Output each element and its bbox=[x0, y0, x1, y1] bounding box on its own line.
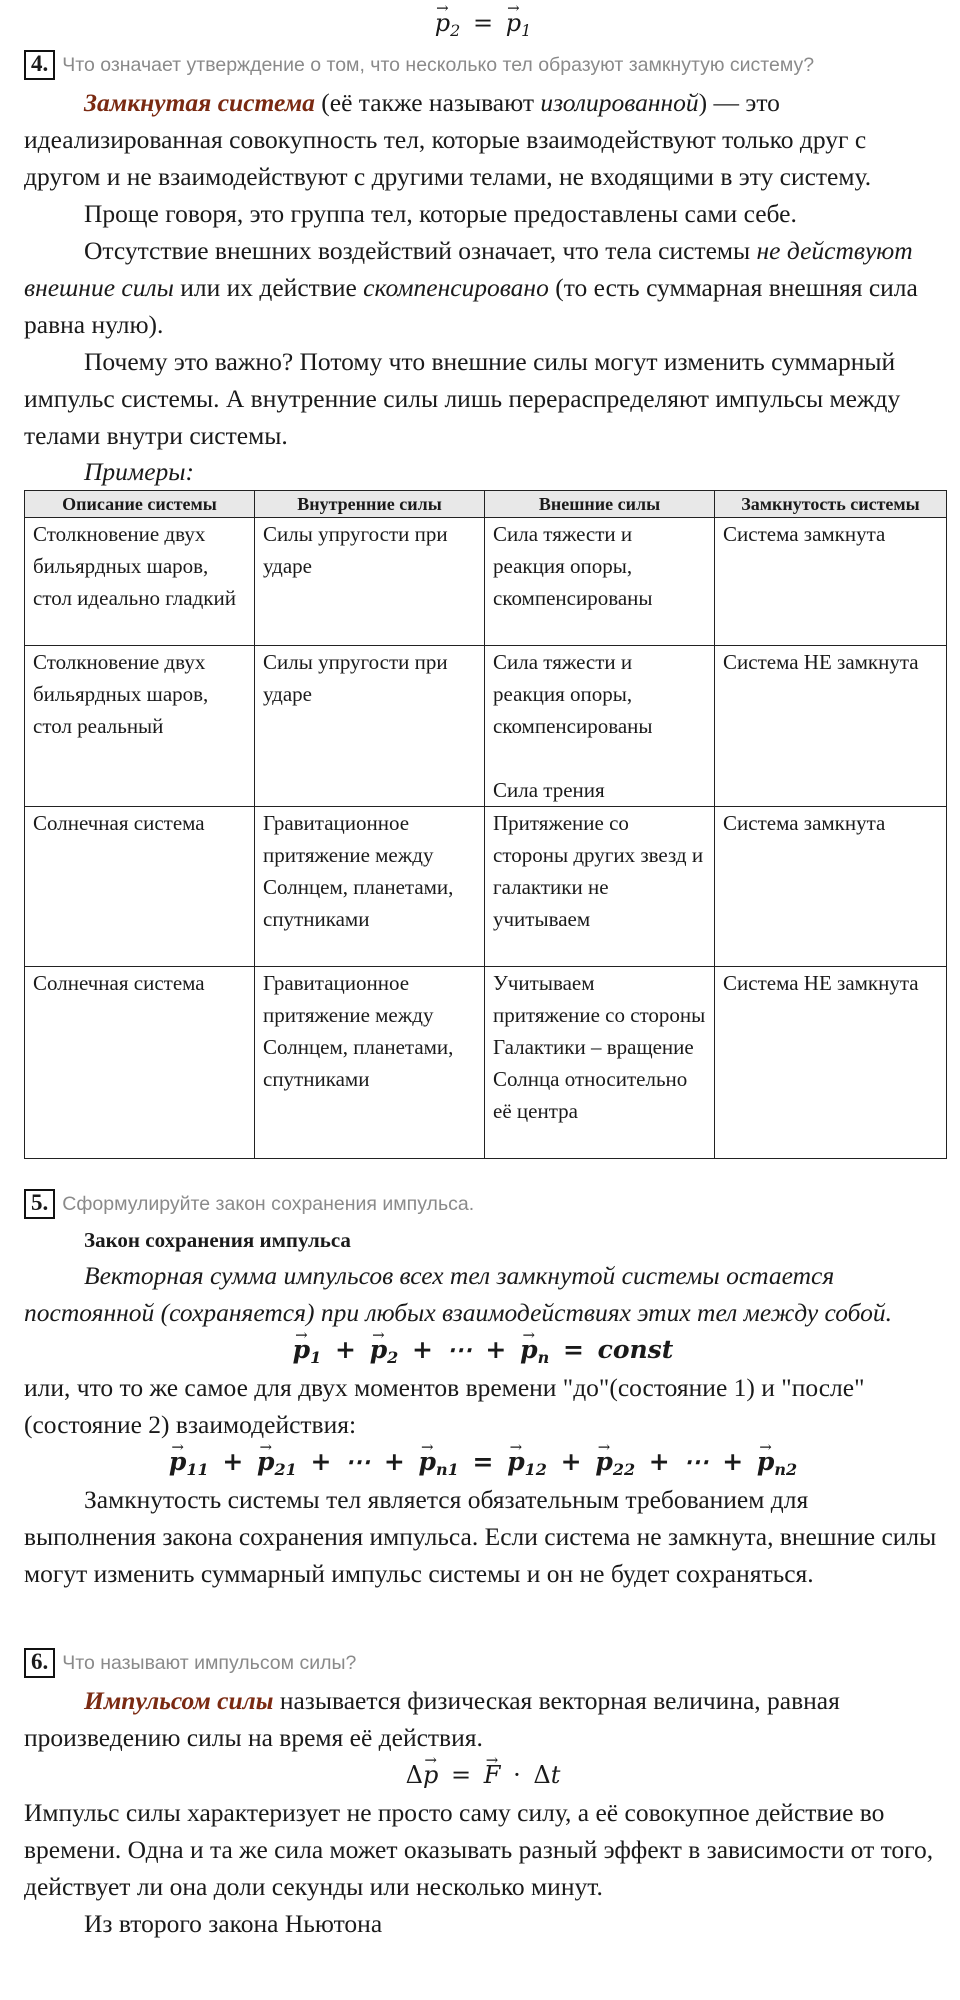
table-cell: Учитываем притяжение со стороны Галактики – вращение Солнца относительно её центра bbox=[485, 967, 715, 1159]
vector-p: → p bbox=[507, 1443, 524, 1481]
table-cell: Солнечная система bbox=[25, 967, 255, 1159]
text: Отсутствие внешних воздействий означает, что тела системы bbox=[84, 236, 757, 265]
term-impulse: Импульсом силы bbox=[84, 1686, 274, 1715]
table-cell: Система НЕ замкнута bbox=[715, 967, 947, 1159]
plus-sign: + bbox=[335, 1335, 356, 1364]
law-title: Закон сохранения импульса bbox=[84, 1228, 351, 1252]
closed-system-definition bbox=[24, 84, 942, 195]
vector-p: → p bbox=[370, 1331, 387, 1369]
question-5-header bbox=[24, 1185, 942, 1223]
vector-f: → F bbox=[484, 1756, 501, 1794]
table-cell: Притяжение со стороны других звезд и галактики не учитываем bbox=[485, 807, 715, 967]
impulse-formula bbox=[24, 1756, 942, 1794]
const-term: const bbox=[597, 1335, 674, 1364]
subscript: n bbox=[537, 1348, 550, 1367]
question-text: Что называют импульсом силы? bbox=[62, 1651, 357, 1674]
paragraph: Импульс силы характеризует не просто саму силу, а её совокупное действие во времени. Одна и та же сила может оказывать разный эффект в зависимости от того, действует ли она доли секунды или несколько минут. bbox=[24, 1798, 934, 1901]
examples-table bbox=[24, 490, 947, 1159]
table-row bbox=[25, 967, 947, 1159]
italic-text: изолированной bbox=[540, 88, 699, 117]
ellipsis: ⋯ bbox=[683, 1447, 709, 1476]
table-cell: Гравитационное притяжение между Солнцем, планетами, спутниками bbox=[255, 967, 485, 1159]
subscript: 12 bbox=[524, 1460, 547, 1479]
equals-sign: = bbox=[472, 9, 494, 37]
multiply-dot: · bbox=[513, 1761, 521, 1789]
delta-symbol: Δ bbox=[405, 1761, 423, 1789]
column-header: Описание системы bbox=[25, 491, 255, 518]
plus-sign: + bbox=[310, 1447, 332, 1476]
table-cell: Гравитационное притяжение между Солнцем, планетами, спутниками bbox=[255, 807, 485, 967]
spacer bbox=[24, 1592, 942, 1640]
vector-p: → p bbox=[169, 1443, 186, 1481]
question-4-header bbox=[24, 46, 942, 84]
table-header-row bbox=[25, 491, 947, 518]
plus-sign: + bbox=[648, 1447, 670, 1476]
equals-sign: = bbox=[472, 1447, 494, 1476]
plus-sign: + bbox=[485, 1335, 507, 1364]
subscript: n1 bbox=[436, 1460, 459, 1479]
paragraph: Из второго закона Ньютона bbox=[84, 1909, 383, 1938]
subscript: 1 bbox=[521, 21, 532, 40]
vector-p: → p bbox=[293, 1331, 310, 1369]
content bbox=[24, 4, 942, 1942]
plus-sign: + bbox=[412, 1335, 433, 1364]
table-cell: Силы упругости при ударе bbox=[255, 646, 485, 807]
table-cell: Система НЕ замкнута bbox=[715, 646, 947, 807]
question-number: 5. bbox=[24, 1189, 55, 1219]
plus-sign: + bbox=[383, 1447, 405, 1476]
table-cell: Система замкнута bbox=[715, 807, 947, 967]
conservation-formula-two-moments bbox=[24, 1443, 942, 1481]
paragraph: Замкнутость системы тел является обязательным требованием для выполнения закона сохранения импульса. Если система не замкнута, внешние силы могут изменить суммарный импульс системы и он не будет сохраняться. bbox=[24, 1485, 937, 1588]
subscript: 11 bbox=[186, 1460, 209, 1479]
text: (то есть суммарная внешняя сила равна нулю). bbox=[24, 273, 918, 339]
plus-sign: + bbox=[222, 1447, 244, 1476]
table-cell bbox=[485, 646, 715, 807]
italic-text: скомпенсировано bbox=[363, 273, 549, 302]
column-header: Замкнутость системы bbox=[715, 491, 947, 518]
subscript: 2 bbox=[450, 21, 461, 40]
subscript: 22 bbox=[612, 1460, 636, 1479]
question-number: 6. bbox=[24, 1648, 55, 1678]
ellipsis: ⋯ bbox=[345, 1447, 371, 1476]
plus-sign: + bbox=[722, 1447, 744, 1476]
vector-p: → p bbox=[595, 1443, 612, 1481]
vector-p: → p bbox=[419, 1443, 436, 1481]
paragraph bbox=[24, 232, 942, 343]
vector-p: → p bbox=[506, 4, 521, 42]
cell-text: Сила тяжести и реакция опоры, скомпенсированы bbox=[493, 650, 653, 738]
equals-sign: = bbox=[562, 1335, 584, 1364]
italic-text: не действуют внешние силы bbox=[24, 236, 913, 302]
table-cell: Система замкнута bbox=[715, 518, 947, 646]
question-text: Сформулируйте закон сохранения импульса. bbox=[62, 1192, 475, 1215]
vector-p: → p bbox=[257, 1443, 274, 1481]
plus-sign: + bbox=[560, 1447, 582, 1476]
column-header: Внутренние силы bbox=[255, 491, 485, 518]
table-row bbox=[25, 646, 947, 807]
table-cell: Столкновение двух бильярдных шаров, стол реальный bbox=[25, 646, 255, 807]
subscript: 2 bbox=[387, 1348, 399, 1367]
term-closed-system: Замкнутая система bbox=[84, 88, 315, 117]
vector-p: → p bbox=[520, 1331, 537, 1369]
conservation-formula bbox=[24, 1331, 942, 1369]
table-cell: Столкновение двух бильярдных шаров, стол идеально гладкий bbox=[25, 518, 255, 646]
variable-t: t bbox=[550, 1761, 561, 1789]
text: или их действие bbox=[173, 273, 364, 302]
subscript: 21 bbox=[274, 1460, 297, 1479]
paragraph: Почему это важно? Потому что внешние силы могут изменить суммарный импульс системы. А внутренние силы лишь перераспределяют импульсы между телами внутри системы. bbox=[24, 347, 901, 450]
table-cell: Силы упругости при ударе bbox=[255, 518, 485, 646]
ellipsis: ⋯ bbox=[446, 1335, 472, 1364]
text: ) — это идеализированная совокупность тел, которые взаимодействуют только друг с другом и не взаимодействуют с другими телами, не входящими в эту систему. bbox=[24, 88, 872, 191]
question-6-header bbox=[24, 1644, 942, 1682]
equals-sign: = bbox=[451, 1761, 472, 1789]
delta-symbol: Δ bbox=[533, 1761, 551, 1789]
table-row bbox=[25, 518, 947, 646]
question-number: 4. bbox=[24, 50, 55, 80]
law-statement: Векторная сумма импульсов всех тел замкнутой системы остается постоянной (сохраняется) при любых взаимодействиях этих тел между собой. bbox=[24, 1261, 893, 1327]
table-row bbox=[25, 807, 947, 967]
subscript: n2 bbox=[774, 1460, 798, 1479]
momentum-equality-formula bbox=[24, 4, 942, 42]
examples-label: Примеры: bbox=[84, 457, 195, 486]
table-cell: Сила тяжести и реакция опоры, скомпенсированы bbox=[485, 518, 715, 646]
paragraph: Проще говоря, это группа тел, которые предоставлены сами себе. bbox=[84, 199, 797, 228]
table-cell: Солнечная система bbox=[25, 807, 255, 967]
paragraph: или, что то же самое для двух моментов времени "до"(состояние 1) и "после"(состояние 2) взаимодействия: bbox=[24, 1373, 865, 1439]
column-header: Внешние силы bbox=[485, 491, 715, 518]
subscript: 1 bbox=[310, 1348, 322, 1367]
impulse-definition bbox=[24, 1682, 942, 1756]
text: называется физическая векторная величина, равная произведению силы на время её действия. bbox=[24, 1686, 840, 1752]
text: (её также называют bbox=[314, 88, 541, 117]
vector-p: → p bbox=[423, 1756, 438, 1794]
vector-p: → p bbox=[757, 1443, 774, 1481]
cell-text-friction: Сила трения bbox=[493, 778, 605, 802]
vector-p: → p bbox=[435, 4, 450, 42]
question-text: Что означает утверждение о том, что несколько тел образуют замкнутую систему? bbox=[62, 53, 815, 76]
